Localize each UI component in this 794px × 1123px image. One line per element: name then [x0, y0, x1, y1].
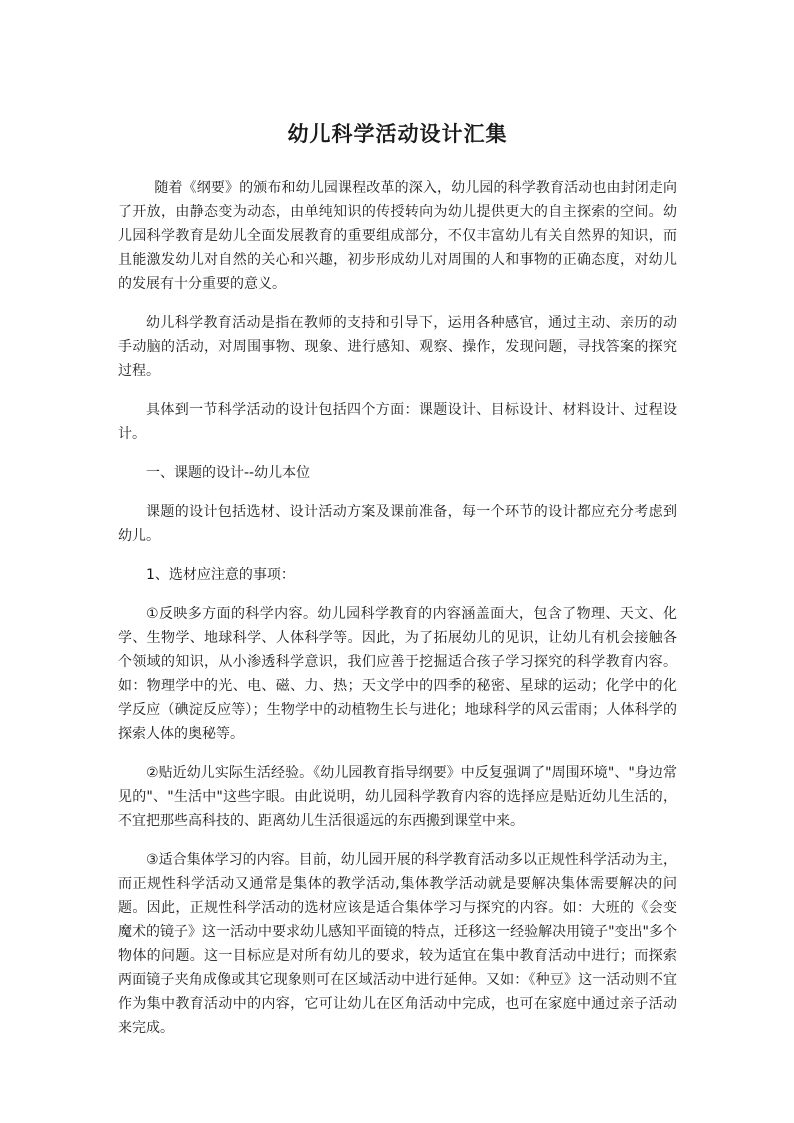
- paragraph-point-3: ③适合集体学习的内容。目前，幼儿园开展的科学教育活动多以正规性科学活动为主，而正规性科学活动又通常是集体的教学活动,集体教学活动就是要解决集体需要解决的问题。因此，正规性科学活动的选材应该是适合集体学习与探究的内容。如：大班的《会变魔术的镜子》这一活动中要求幼儿感知平面镜的特点，迁移这一经验解决用镜子"变出"多个物体的问题。这一目标应是对所有幼儿的要求，较为适宜在集中教育活动中进行；而探索两面镜子夹角成像或其它现象则可在区域活动中进行延伸。又如：《种豆》这一活动则不宜作为集中教育活动中的内容，它可让幼儿在区角活动中完成，也可在家庭中通过亲子活动来完成。: [118, 852, 677, 1036]
- paragraph-topic-design: 课题的设计包括选材、设计活动方案及课前准备，每一个环节的设计都应充分考虑到幼儿。: [118, 504, 677, 544]
- paragraph-point-2: ②贴近幼儿实际生活经验。《幼儿园教育指导纲要》中反复强调了"周围环境"、"身边常见的"、"生活中"这些字眼。由此说明，幼儿园科学教育内容的选择应是贴近幼儿生活的，不宜把那些高科技的、距离幼儿生活很遥远的东西搬到课堂中来。: [118, 765, 677, 829]
- subsection-heading-material-selection: 1、选材应注意的事项：: [146, 567, 295, 583]
- paragraph-point-1: ①反映多方面的科学内容。幼儿园科学教育的内容涵盖面大，包含了物理、天文、化学、生物学、地球科学、人体科学等。因此，为了拓展幼儿的见识，让幼儿有机会接触各个领域的知识，从小渗透科学意识，我们应善于挖掘适合孩子学习探究的科学教育内容。如：物理学中的光、电、磁、力、热；天文学中的四季的秘密、星球的运动；化学中的化学反应（碘淀反应等）；生物学中的动植物生长与进化；地球科学的风云雷雨；人体科学的探索人体的奥秘等。: [118, 606, 677, 742]
- paragraph-intro: 随着《纲要》的颁布和幼儿园课程改革的深入，幼儿园的科学教育活动也由封闭走向了开放，由静态变为动态，由单纯知识的传授转向为幼儿提供更大的自主探索的空间。幼儿园科学教育是幼儿全面发展教育的重要组成部分，不仅丰富幼儿有关自然界的知识，而且能激发幼儿对自然的关心和兴趣，初步形成幼儿对周围的人和事物的正确态度，对幼儿的发展有十分重要的意义。: [118, 180, 677, 292]
- paragraph-four-aspects: 具体到一节科学活动的设计包括四个方面：课题设计、目标设计、材料设计、过程设计。: [118, 402, 677, 442]
- section-heading-topic-design: 一、课题的设计--幼儿本位: [146, 465, 311, 481]
- document-title: 幼儿科学活动设计汇集: [287, 121, 508, 146]
- paragraph-definition: 幼儿科学教育活动是指在教师的支持和引导下，运用各种感官，通过主动、亲历的动手动脑的活动，对周围事物、现象、进行感知、观察、操作，发现问题，寻找答案的探究过程。: [118, 315, 677, 379]
